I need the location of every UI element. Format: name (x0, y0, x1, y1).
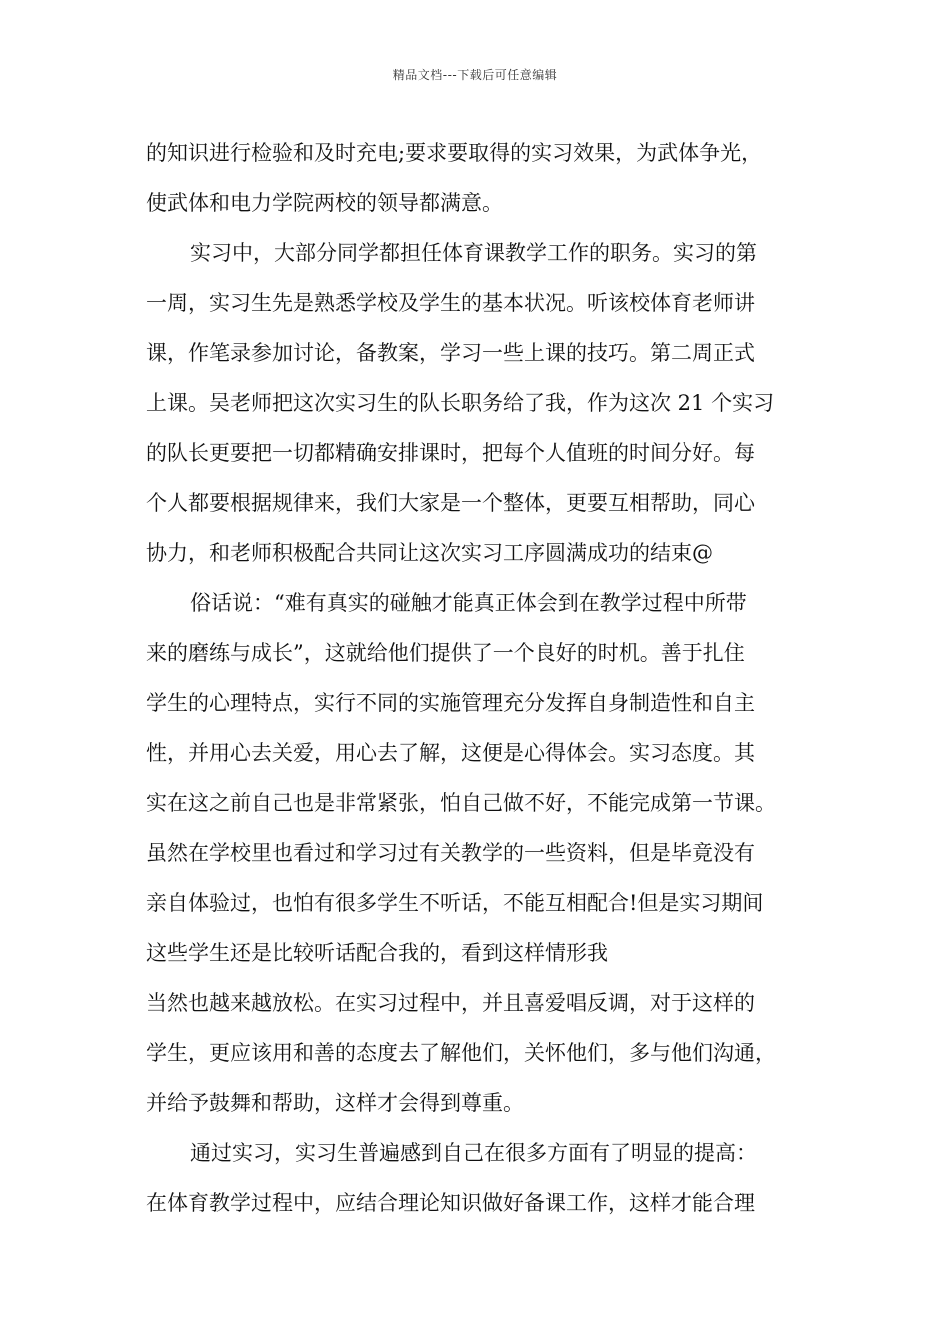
text-line: 实习中，大部分同学都担任体育课教学工作的职务。实习的第 (190, 241, 757, 265)
text-line: 一周，实习生先是熟悉学校及学生的基本状况。听该校体育老师讲 (146, 291, 755, 315)
text-line: 这些学生还是比较听话配合我的，看到这样情形我 (146, 941, 608, 965)
text-line: 的知识进行检验和及时充电;要求要取得的实习效果，为武体争光， (146, 141, 763, 165)
text-line: 性，并用心去关爱，用心去了解，这便是心得体会。实习态度。其 (146, 741, 755, 765)
paragraph (146, 228, 806, 578)
document-body (146, 128, 806, 1228)
text-line: 上课。吴老师把这次实习生的队长职务给了我，作为这次 21 个实习 (146, 391, 775, 415)
text-line: 使武体和电力学院两校的领导都满意。 (146, 191, 503, 215)
text-line: 并给予鼓舞和帮助，这样才会得到尊重。 (146, 1091, 524, 1115)
paragraph (146, 978, 806, 1128)
text-line: 个人都要根据规律来，我们大家是一个整体，更要互相帮助，同心 (146, 491, 755, 515)
text-line: 通过实习，实习生普遍感到自己在很多方面有了明显的提高： (190, 1141, 757, 1165)
page-header: 精品文档---下载后可任意编辑 (392, 68, 558, 82)
text-line: 当然也越来越放松。在实习过程中，并且喜爱唱反调，对于这样的 (146, 991, 755, 1015)
paragraph (146, 128, 806, 228)
text-line: 来的磨练与成长”，这就给他们提供了一个良好的时机。善于扎住 (146, 641, 745, 665)
text-line: 实在这之前自己也是非常紧张，怕自己做不好，不能完成第一节课。 (146, 791, 776, 815)
paragraph (146, 578, 806, 978)
text-line: 协力，和老师积极配合共同让这次实习工序圆满成功的结束@ (146, 541, 713, 565)
text-line: 学生的心理特点，实行不同的实施管理充分发挥自身制造性和自主 (146, 691, 755, 715)
text-line: 亲自体验过，也怕有很多学生不听话，不能互相配合!但是实习期间 (146, 891, 764, 915)
text-line: 在体育教学过程中，应结合理论知识做好备课工作，这样才能合理 (146, 1191, 755, 1215)
text-line: 学生，更应该用和善的态度去了解他们，关怀他们，多与他们沟通， (146, 1041, 776, 1065)
text-line: 课，作笔录参加讨论，备教案，学习一些上课的技巧。第二周正式 (146, 341, 755, 365)
text-line: 俗话说：“难有真实的碰触才能真正体会到在教学过程中所带 (190, 591, 747, 615)
text-line: 虽然在学校里也看过和学习过有关教学的一些资料，但是毕竟没有 (146, 841, 755, 865)
paragraph (146, 1128, 806, 1228)
text-line: 的队长更要把一切都精确安排课时，把每个人值班的时间分好。每 (146, 441, 755, 465)
